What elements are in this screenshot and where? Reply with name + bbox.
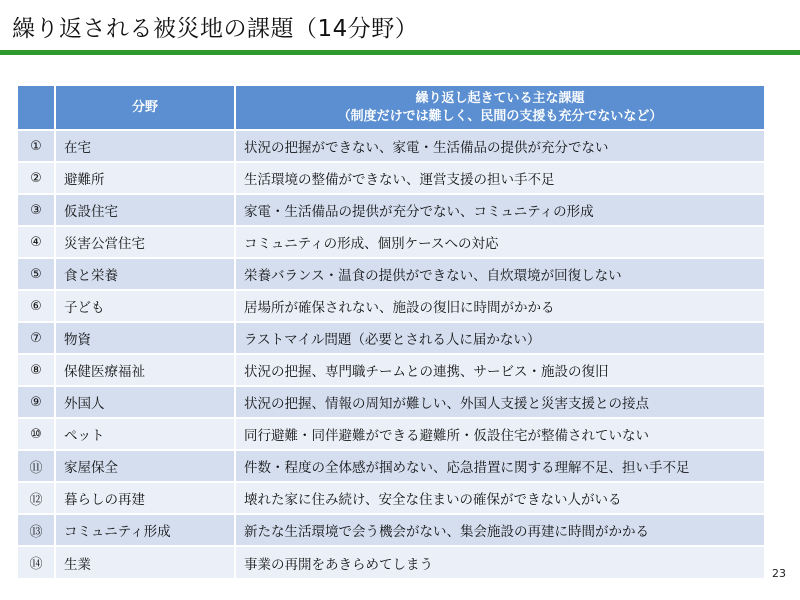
- table-row: [18, 418, 764, 450]
- row-number: ④: [18, 226, 55, 258]
- table-body: [18, 130, 764, 578]
- table-row: [18, 130, 764, 162]
- row-field: 暮らしの再建: [55, 482, 235, 514]
- row-number: ⑦: [18, 322, 55, 354]
- table-row: [18, 386, 764, 418]
- row-issue: 状況の把握、情報の周知が難しい、外国人支援と災害支援との接点: [235, 386, 764, 418]
- row-number: ②: [18, 162, 55, 194]
- header-field: 分野: [55, 86, 235, 130]
- row-issue: 生活環境の整備ができない、運営支援の担い手不足: [235, 162, 764, 194]
- row-issue: 状況の把握ができない、家電・生活備品の提供が充分でない: [235, 130, 764, 162]
- row-issue: 新たな生活環境で会う機会がない、集会施設の再建に時間がかかる: [235, 514, 764, 546]
- row-field: ペット: [55, 418, 235, 450]
- row-issue: 壊れた家に住み続け、安全な住まいの確保ができない人がいる: [235, 482, 764, 514]
- row-issue: 件数・程度の全体感が掴めない、応急措置に関する理解不足、担い手不足: [235, 450, 764, 482]
- row-issue: ラストマイル問題（必要とされる人に届かない）: [235, 322, 764, 354]
- row-number: ⑤: [18, 258, 55, 290]
- row-field: コミュニティ形成: [55, 514, 235, 546]
- page-number: 23: [772, 567, 786, 580]
- row-field: 在宅: [55, 130, 235, 162]
- row-field: 物資: [55, 322, 235, 354]
- issues-table: [18, 86, 764, 578]
- table-row: [18, 546, 764, 578]
- table-row: [18, 194, 764, 226]
- header-issue-line2: （制度だけでは難しく、民間の支援も充分でないなど）: [337, 108, 663, 124]
- row-field: 食と栄養: [55, 258, 235, 290]
- row-number: ⑪: [18, 450, 55, 482]
- row-field: 仮設住宅: [55, 194, 235, 226]
- table-row: [18, 258, 764, 290]
- row-issue: 居場所が確保されない、施設の復旧に時間がかかる: [235, 290, 764, 322]
- row-issue: 栄養バランス・温食の提供ができない、自炊環境が回復しない: [235, 258, 764, 290]
- row-number: ⑥: [18, 290, 55, 322]
- table-row: [18, 290, 764, 322]
- row-number: ①: [18, 130, 55, 162]
- table-row: [18, 322, 764, 354]
- title-divider: [0, 50, 800, 55]
- row-field: 避難所: [55, 162, 235, 194]
- row-issue: 状況の把握、専門職チームとの連携、サービス・施設の復旧: [235, 354, 764, 386]
- row-field: 生業: [55, 546, 235, 578]
- table-row: [18, 162, 764, 194]
- table-row: [18, 450, 764, 482]
- row-number: ⑨: [18, 386, 55, 418]
- table-header-row: [18, 86, 764, 130]
- row-number: ⑬: [18, 514, 55, 546]
- table-row: [18, 514, 764, 546]
- header-num: [18, 86, 55, 130]
- row-field: 外国人: [55, 386, 235, 418]
- row-issue: コミュニティの形成、個別ケースへの対応: [235, 226, 764, 258]
- row-field: 災害公営住宅: [55, 226, 235, 258]
- row-issue: 事業の再開をあきらめてしまう: [235, 546, 764, 578]
- row-field: 保健医療福祉: [55, 354, 235, 386]
- row-number: ⑩: [18, 418, 55, 450]
- row-field: 子ども: [55, 290, 235, 322]
- row-issue: 同行避難・同伴避難ができる避難所・仮設住宅が整備されていない: [235, 418, 764, 450]
- page-title: 繰り返される被災地の課題（14分野）: [12, 16, 419, 42]
- table-row: [18, 482, 764, 514]
- header-issue-line1: 繰り返し起きている主な課題: [415, 90, 585, 106]
- header-issue: [235, 86, 764, 130]
- row-number: ⑧: [18, 354, 55, 386]
- table-row: [18, 226, 764, 258]
- row-number: ⑫: [18, 482, 55, 514]
- row-issue: 家電・生活備品の提供が充分でない、コミュニティの形成: [235, 194, 764, 226]
- row-number: ③: [18, 194, 55, 226]
- row-number: ⑭: [18, 546, 55, 578]
- row-field: 家屋保全: [55, 450, 235, 482]
- table-row: [18, 354, 764, 386]
